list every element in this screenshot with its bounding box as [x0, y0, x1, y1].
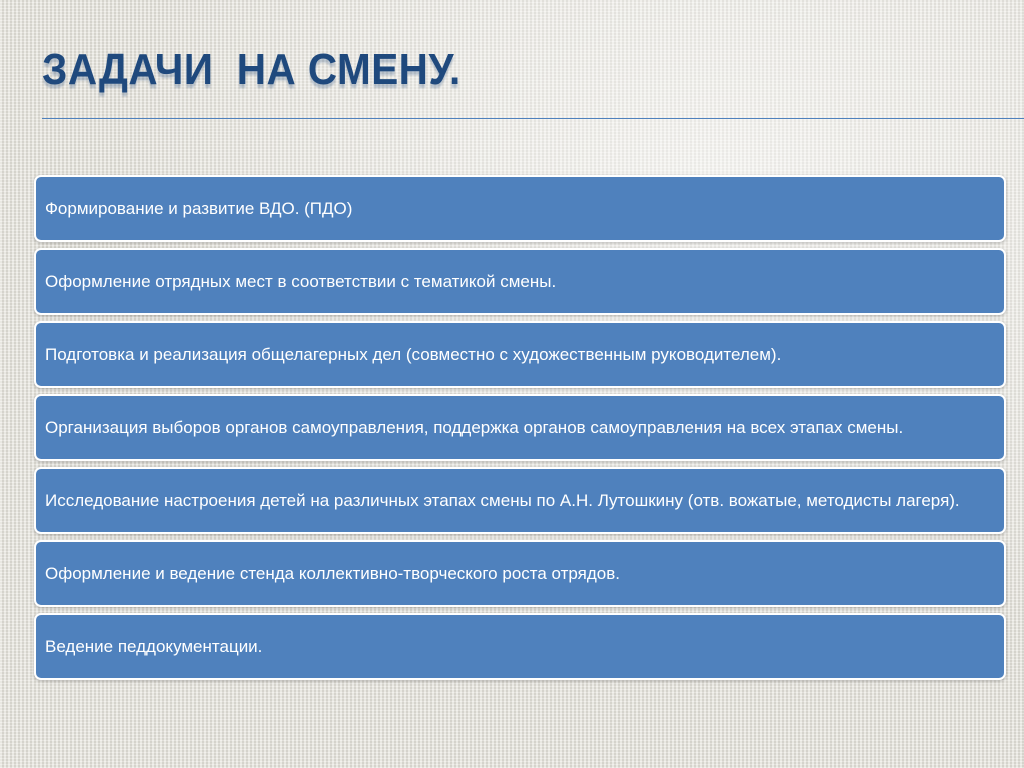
task-text: Организация выборов органов самоуправления, поддержка органов самоуправления на всех этапах смены.	[45, 418, 904, 437]
task-text: Формирование и развитие ВДО. (ПДО)	[45, 199, 353, 218]
task-box-4	[34, 394, 1006, 461]
task-list	[34, 175, 1006, 680]
task-text: Подготовка и реализация общелагерных дел (совместно с художественным руководителем).	[45, 345, 782, 364]
task-text: Оформление отрядных мест в соответствии с тематикой смены.	[45, 272, 557, 291]
title-underline	[42, 118, 1024, 119]
task-text: Исследование настроения детей на различных этапах смены по А.Н. Лутошкину (отв. вожатые, методисты лагеря).	[45, 491, 960, 510]
task-box-5	[34, 467, 1006, 534]
task-box-6	[34, 540, 1006, 607]
task-box-1	[34, 175, 1006, 242]
task-box-3	[34, 321, 1006, 388]
task-box-7	[34, 613, 1006, 680]
task-text: Оформление и ведение стенда коллективно-творческого роста отрядов.	[45, 564, 621, 583]
slide-title: ЗАДАЧИ НА СМЕНУ.	[42, 45, 461, 94]
task-text: Ведение педдокументации.	[45, 637, 263, 656]
task-box-2	[34, 248, 1006, 315]
